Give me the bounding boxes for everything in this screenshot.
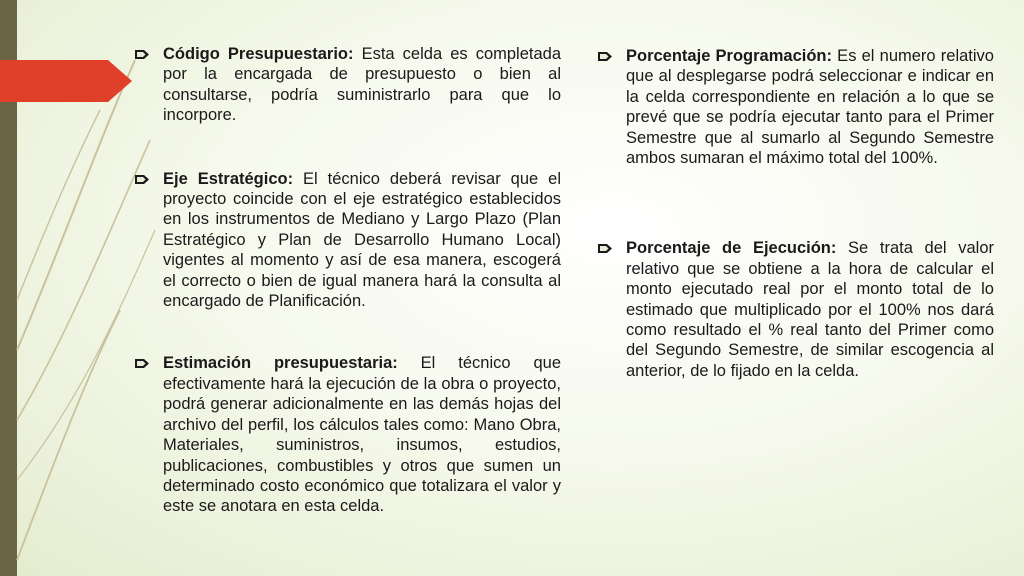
- list-item-eje-estrategico: [163, 169, 561, 312]
- title-arrow-tab: [0, 60, 132, 102]
- term-description: Se trata del valor relativo que se obtiene a la hora de calcular el monto ejecutado real por el monto total de lo estimado que multiplicado por el 100% nos dará como resultado el % real tanto del Primer como del Segundo Semestre, de similar escogencia al anterior, de lo fijado en la celda.: [626, 239, 994, 380]
- term-description: El técnico que efectivamente hará la ejecución de la obra o proyecto, podrá generar adicionalmente en las demás hojas del archivo del perfil, los cálculos tales como: Mano Obra, Materiales, suministros, insumos, estudios, publicaciones, combustibles y otros que sumen un determinado costo económico que totalizara el valor y este se anotara en esta celda.: [163, 354, 562, 516]
- right-column: [626, 40, 994, 381]
- term-label: Eje Estratégico:: [163, 169, 294, 188]
- term-label: Porcentaje Programación:: [626, 47, 832, 65]
- left-column: [163, 40, 561, 517]
- term-description: El técnico deberá revisar que el proyecto coincide con el eje estratégico establecidos en los instrumentos de Mediano y Largo Plazo (Plan Estratégico y Plan de Desarrollo Humano Local) vigentes al momento y así de esa manera, escogerá el correcto o bien de igual manera hará la consulta al encargado de Planificación.: [163, 169, 561, 311]
- list-item-porcentaje-programacion: [626, 46, 994, 168]
- arrow-bullet-icon: [135, 50, 149, 59]
- term-description: Esta celda es completada por la encargada de presupuesto o bien al consultarse, podría suministrarlo para que lo incorpore.: [163, 45, 561, 125]
- arrow-bullet-icon: [135, 175, 149, 184]
- list-item-porcentaje-ejecucion: [626, 238, 994, 381]
- arrow-bullet-icon: [598, 52, 612, 61]
- list-item-codigo-presupuestario: [163, 44, 561, 126]
- term-label: Estimación presupuestaria:: [163, 354, 398, 373]
- term-description: Es el numero relativo que al desplegarse podrá seleccionar e indicar en la celda correspondiente en relación a lo que se prevé que se podría ejecutar tanto para el Primer Semestre que al sumarlo al Segundo Semestre ambos sumaran el máximo total del 100%.: [626, 47, 994, 168]
- arrow-bullet-icon: [135, 359, 149, 368]
- term-label: Código Presupuestario:: [163, 45, 354, 63]
- arrow-bullet-icon: [598, 244, 612, 253]
- term-label: Porcentaje de Ejecución:: [626, 239, 837, 258]
- list-item-estimacion-presupuestaria: [163, 353, 561, 516]
